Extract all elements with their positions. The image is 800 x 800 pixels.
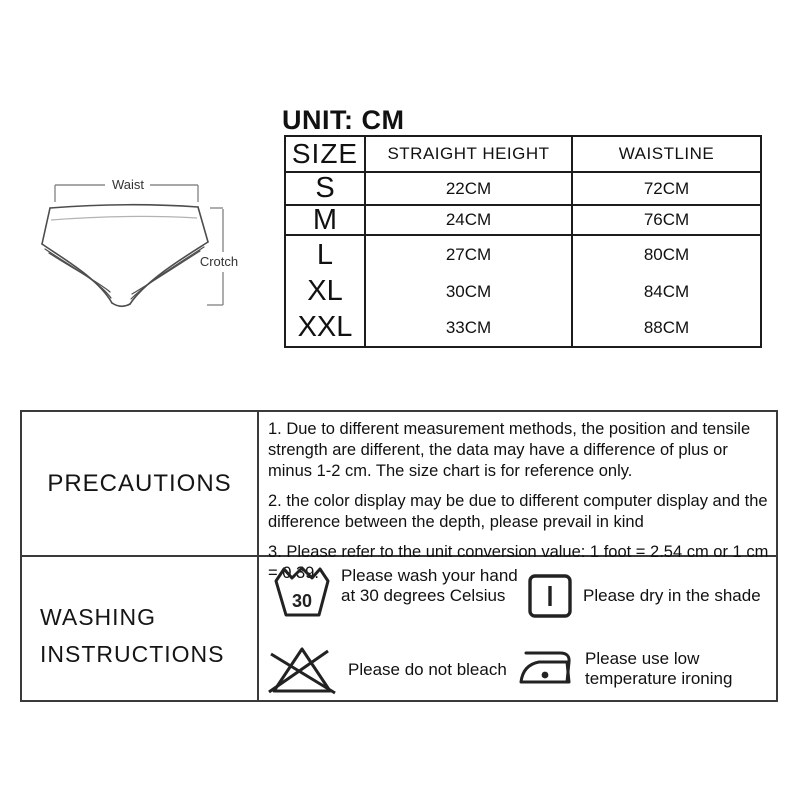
table-row — [286, 203, 760, 236]
washing-instructions-label-cell — [22, 557, 259, 700]
precaution-item: 2. the color display may be due to different computer display and the difference between the depth, please prevail in kind — [268, 492, 768, 531]
washing-item-text: at 30 degrees Celsius — [341, 585, 506, 605]
precaution-item: 1. Due to different measurement methods, the position and tensile strength are different, the data may have a difference of plus or minus 1-2 cm. The size chart is for reference only. — [268, 420, 751, 480]
washing-label-line1: WASHING — [40, 604, 157, 630]
column-header-size: SIZE — [286, 137, 366, 171]
washing-item-text: Please use low — [585, 649, 700, 668]
size-cell: XL — [286, 274, 366, 309]
wash-temperature-value: 30 — [291, 591, 313, 611]
size-cell: L — [286, 236, 366, 274]
table-row — [286, 274, 760, 309]
washing-item-text: temperature ironing — [585, 668, 733, 688]
washing-instructions-content — [259, 557, 776, 700]
table-row — [286, 236, 760, 274]
column-header-straight-height: STRAIGHT HEIGHT — [366, 137, 573, 171]
leg-opening-trim-lines — [45, 247, 204, 299]
straight-height-cell: 33CM — [366, 309, 573, 346]
unit-heading: UNIT: CM — [282, 105, 405, 135]
waistline-cell: 76CM — [643, 210, 690, 229]
straight-height-cell: 22CM — [366, 173, 573, 204]
washing-item-text: Please dry in the shade — [583, 586, 761, 606]
washing-item-dry-in-shade — [527, 573, 761, 619]
washing-item-hand-wash — [273, 564, 518, 620]
info-box — [20, 410, 778, 702]
size-cell: S — [286, 173, 366, 204]
straight-height-cell: 24CM — [366, 206, 573, 234]
table-header-row — [286, 137, 760, 173]
table-row — [286, 173, 760, 206]
washing-item-low-iron — [517, 649, 732, 691]
waist-label: Waist — [111, 177, 145, 192]
washing-item-text: Please wash your hand — [341, 566, 518, 585]
size-chart-table — [284, 135, 762, 348]
hand-wash-30-icon — [273, 564, 333, 620]
size-cell: XXL — [286, 309, 366, 346]
washing-item-do-not-bleach — [265, 643, 507, 697]
waistline-cell: 80CM — [643, 245, 690, 264]
size-cell: M — [286, 206, 366, 234]
waistline-cell: 88CM — [643, 317, 690, 337]
table-row — [286, 309, 760, 346]
waistband-seam-line — [51, 216, 197, 220]
waistline-cell: 84CM — [643, 281, 690, 301]
straight-height-cell: 30CM — [366, 274, 573, 309]
straight-height-cell: 27CM — [366, 236, 573, 274]
washing-item-text: Please do not bleach — [348, 660, 507, 680]
washing-label-line2: INSTRUCTIONS — [40, 641, 225, 667]
precautions-label: PRECAUTIONS — [47, 469, 232, 497]
do-not-bleach-icon — [265, 643, 339, 697]
dry-in-shade-icon — [527, 573, 573, 619]
panties-line-art — [42, 205, 208, 307]
underwear-diagram — [28, 160, 260, 320]
waistline-cell: 72CM — [643, 178, 690, 198]
precaution-item: 3. Please refer to the unit conversion value: 1 foot = 2.54 cm or 1 cm = 0.39. — [268, 543, 769, 582]
crotch-label: Crotch — [199, 254, 239, 269]
low-temp-iron-icon — [517, 649, 575, 691]
column-header-waistline: WAISTLINE — [618, 144, 715, 163]
precautions-label-cell — [22, 412, 259, 557]
